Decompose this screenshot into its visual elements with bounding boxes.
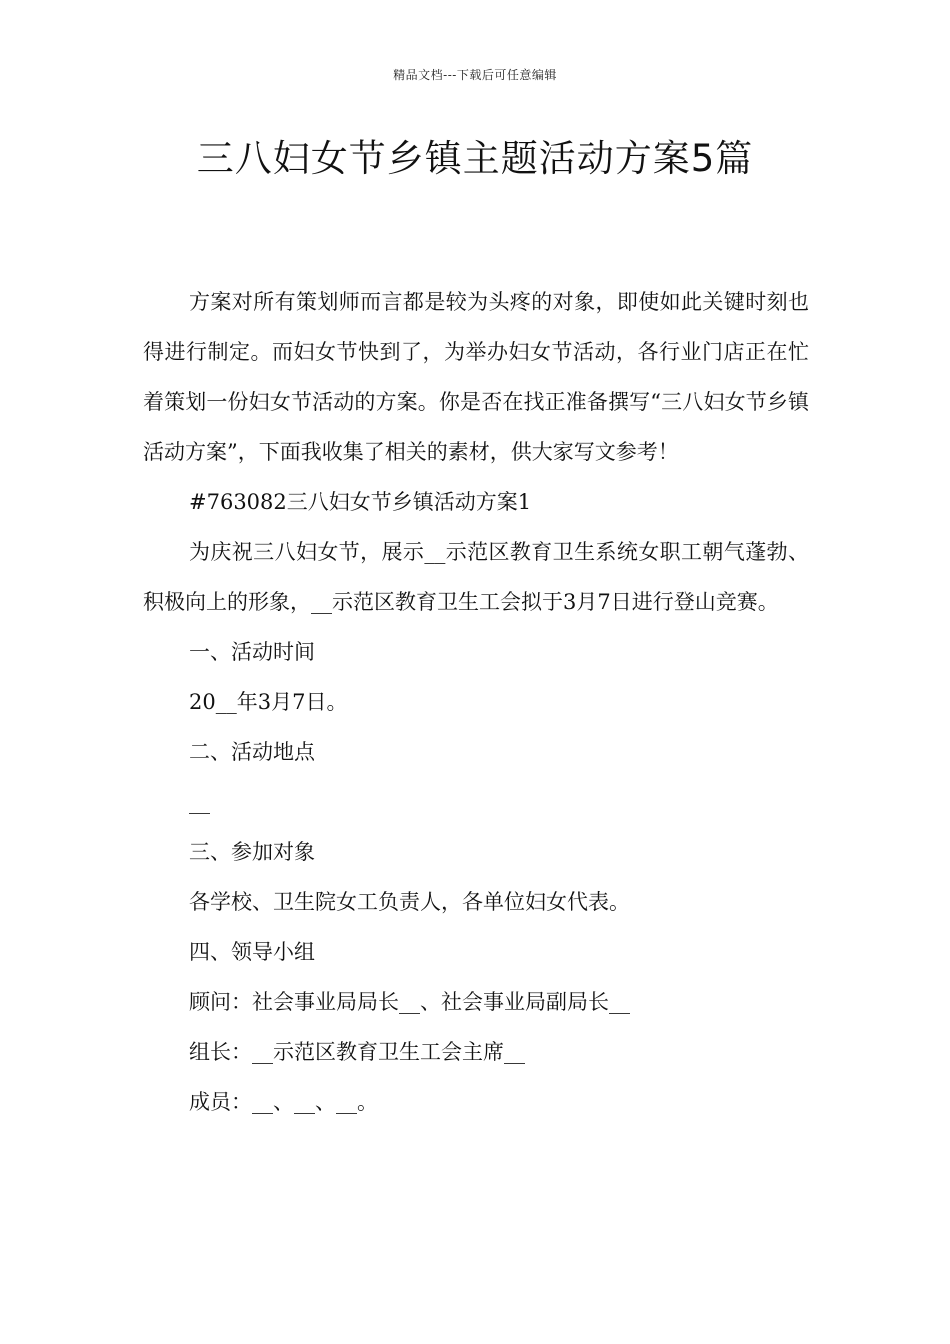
- document-body: [143, 277, 809, 1127]
- heading-leadership-group: 四、领导小组: [189, 940, 315, 964]
- intro-paragraph: 方案对所有策划师而言都是较为头疼的对象，即使如此关键时刻也得进行制定。而妇女节快到了，为举办妇女节活动，各行业门店正在忙着策划一份妇女节活动的方案。你是否在找正准备撰写“三八妇女节乡镇活动方案”，下面我收集了相关的素材，供大家写文参考！: [143, 290, 809, 464]
- heading-activity-time: 一、活动时间: [189, 640, 315, 664]
- leadership-advisors: 顾问：社会事业局局长__、社会事业局副局长__: [189, 990, 630, 1014]
- activity-location-value: __: [189, 790, 210, 814]
- activity-time-value: 20__年3月7日。: [189, 690, 348, 714]
- heading-activity-location: 二、活动地点: [189, 740, 315, 764]
- plan-1-intro-paragraph: 为庆祝三八妇女节，展示__示范区教育卫生系统女职工朝气蓬勃、积极向上的形象，__示范区教育卫生工会拟于3月7日进行登山竞赛。: [143, 540, 809, 614]
- heading-participants: 三、参加对象: [189, 840, 315, 864]
- leadership-leader: 组长：__示范区教育卫生工会主席__: [189, 1040, 525, 1064]
- leadership-members: 成员：__、__、__。: [189, 1090, 378, 1114]
- header-note: 精品文档---下载后可任意编辑: [393, 68, 557, 82]
- document-title: 三八妇女节乡镇主题活动方案5篇: [196, 137, 754, 180]
- participants-value: 各学校、卫生院女工负责人，各单位妇女代表。: [189, 890, 630, 914]
- section-heading-plan-1: #763082三八妇女节乡镇活动方案1: [189, 490, 532, 514]
